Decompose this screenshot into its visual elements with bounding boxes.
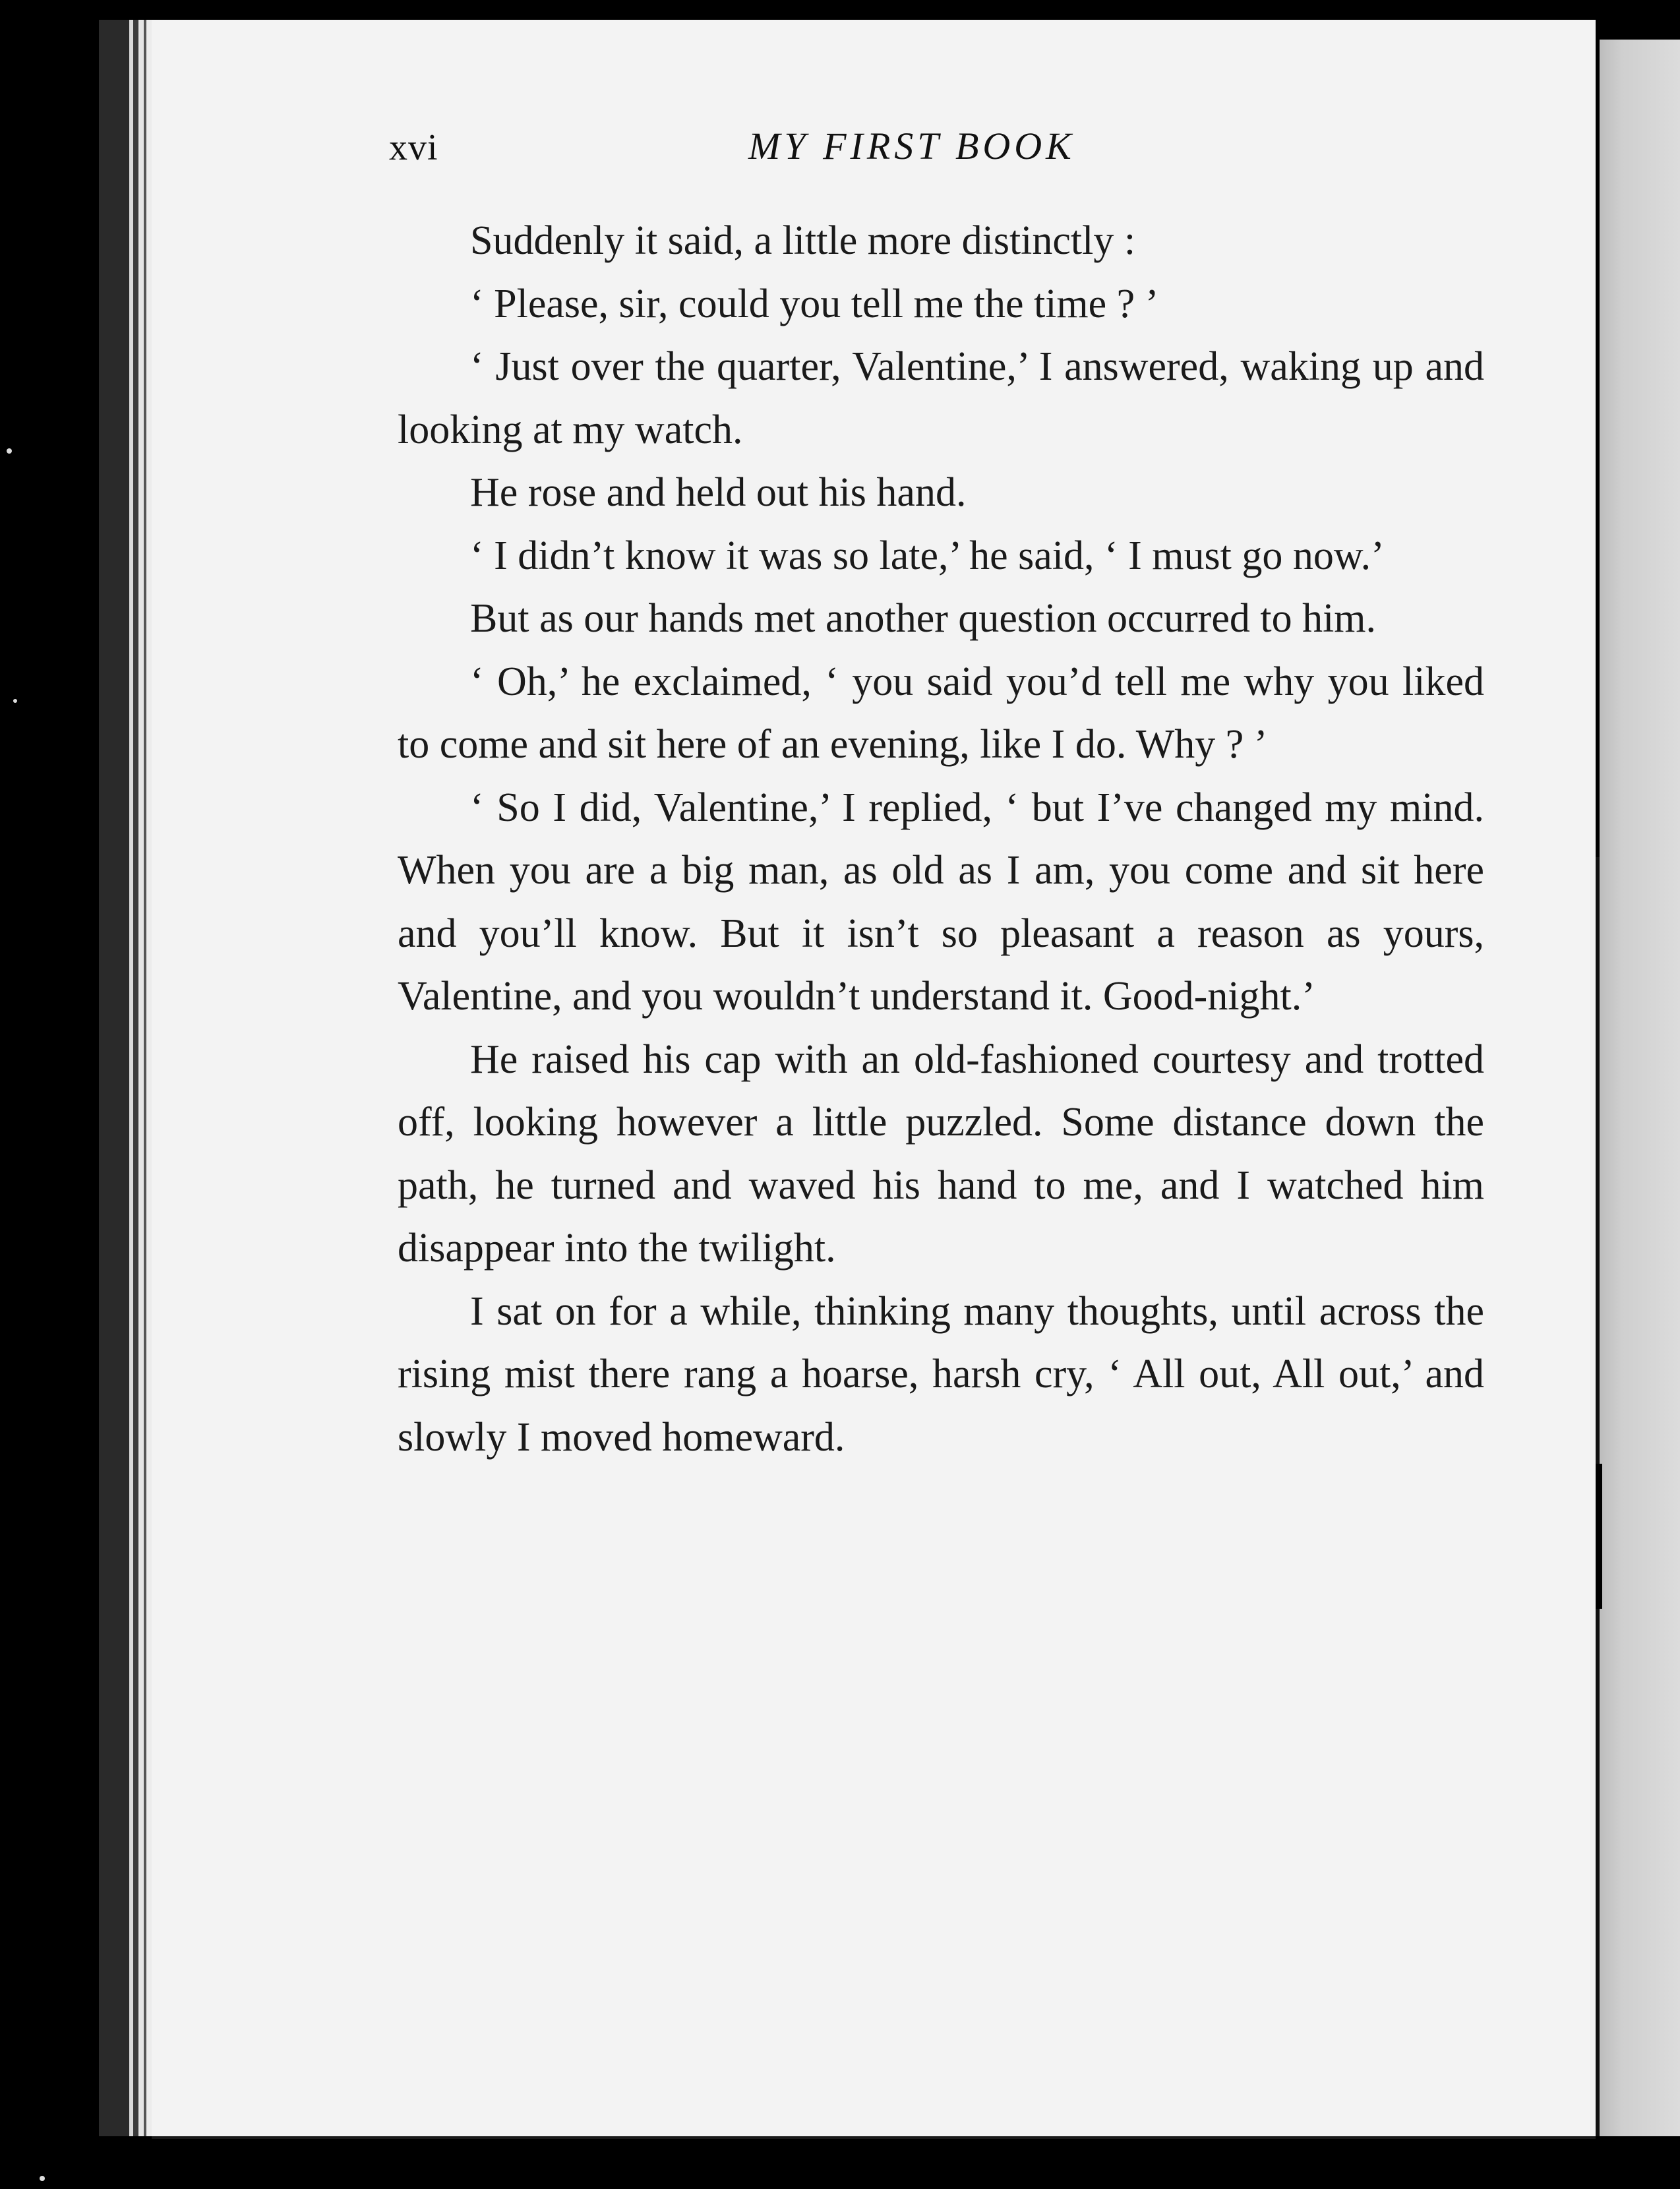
paragraph: But as our hands met another question occurred to him. (470, 596, 1377, 641)
edge-rule-middle (1596, 1464, 1602, 1609)
running-head (389, 124, 1484, 170)
paragraph: ‘ So I did, Valentine,’ I replied, ‘ but I’ve changed my mind. When you are a big man, as old as I am, you come and sit here and you’ll know. But it isn’t so pleasant a reason as yours, Valentine, and you wouldn’t understand it. Good-night.’ (398, 785, 1484, 1019)
paragraph: ‘ I didn’t know it was so late,’ he said, ‘ I must go now.’ (470, 533, 1385, 578)
facing-page-edge (1596, 40, 1680, 2136)
speck-2 (13, 699, 17, 703)
book-title-header: MY FIRST BOOK (748, 125, 1075, 167)
paragraph: I sat on for a while, thinking many thoughts, until across the rising mist there rang a hoarse, harsh cry, ‘ All out, All out,’ and slowly I moved homeward. (398, 1288, 1484, 1460)
paragraph: Suddenly it said, a little more distinctly : (470, 218, 1136, 263)
paragraph: He rose and held out his hand. (470, 470, 967, 515)
body-text (398, 210, 1484, 1469)
page-number: xvi (389, 127, 438, 168)
speck-1 (7, 448, 12, 454)
edge-rule-top (1596, 40, 1600, 857)
paragraph: ‘ Oh,’ he exclaimed, ‘ you said you’d tell me why you liked to come and sit here of an evening, like I do. Why ? ’ (398, 659, 1484, 767)
paragraph: He raised his cap with an old-fashioned courtesy and trotted off, looking however a little puzzled. Some distance down the path, he turned and waved his hand to me, and I watched him disappear into the twilight. (398, 1036, 1484, 1271)
paragraph: ‘ Just over the quarter, Valentine,’ I answered, waking up and looking at my watch. (398, 344, 1484, 452)
paragraph: ‘ Please, sir, could you tell me the time ? ’ (470, 281, 1159, 326)
speck-3 (40, 2176, 45, 2181)
